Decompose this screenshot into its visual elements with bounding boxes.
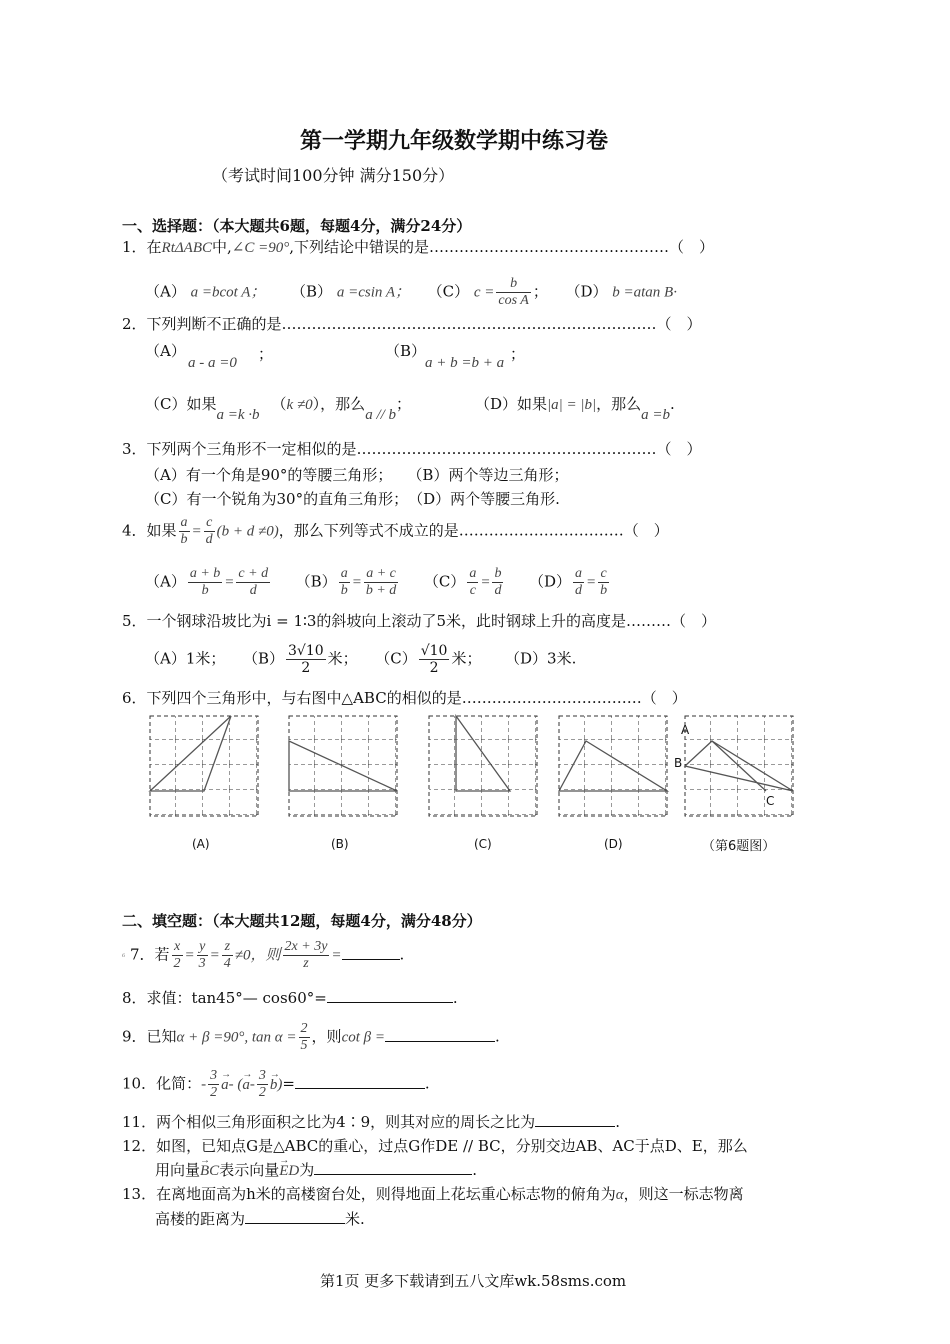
figure-d-label: (D) (604, 837, 623, 851)
q1-option-c-lhs: c = (473, 284, 495, 301)
q6-figures (148, 714, 798, 822)
q2-option-a-semi: ； (258, 345, 274, 363)
q1-number: 1．在 (122, 238, 162, 256)
q1-options: （A） a =bcot A； （B） a =csin A； （C） c = $\frac{b}{\text{cos A}}$ ； （D） b =atan B· (145, 276, 677, 308)
q2-option-b: a + b =b + a (425, 355, 505, 371)
q2-c-math1: a =k ·b (216, 407, 260, 423)
question-12-line2: 用向量→ BC表示向量→ ED为 . (155, 1160, 477, 1181)
q2-option-a-label: （A） (145, 342, 186, 360)
point-c-label: C (766, 794, 775, 808)
q4-frac-cd: $\frac{c}{d}$ (205, 515, 213, 547)
question-8: 8．求值：tan45°— cos60°= . (122, 989, 458, 1007)
figure-a-label: (A) (192, 837, 210, 851)
q1-angle: ∠C =90° (231, 240, 290, 256)
q1-option-d: b =atan B· (612, 284, 677, 301)
figure-reference-label: （第6题图） (702, 839, 776, 854)
question-9: 9．已知α + β =90°, tan α = $\frac{2}{5}$ ，则cot β = . (122, 1021, 500, 1053)
q1-option-a: a =bcot A； (190, 284, 266, 301)
figure-b-label: (B) (331, 837, 349, 851)
question-6: 6．下列四个三角形中，与右图中△ABC的相似的是………………………………（ ） (122, 689, 687, 707)
figure-b (289, 716, 397, 816)
q2-option-a: a - a =0 (188, 355, 237, 371)
question-4: 4．如果 $\frac{a}{b}$ = $\frac{c}{d}$ (b + d ≠0)，那么下列等式不成立的是……………………………（ ） (122, 515, 669, 547)
q2-option-b-semi: ； (510, 345, 526, 363)
q1-tail: ,下列结论中错误的是…………………………………………（ ） (289, 238, 715, 256)
q1-option-c-label: （C） (427, 282, 470, 301)
question-13: 13．在离地面高为h米的高楼窗台处，则得地面上花坛重心标志物的俯角为α，则这一标志物离 (122, 1185, 744, 1203)
q13-answer-blank[interactable] (245, 1209, 345, 1224)
page-footer: 第1页 更多下载请到五八文库wk.58sms.com (320, 1272, 627, 1290)
point-b-label: B (674, 756, 683, 770)
q9-answer-blank[interactable] (385, 1027, 495, 1042)
question-1 (122, 237, 714, 258)
q7-answer-blank[interactable] (342, 945, 400, 960)
section1-heading: 一、选择题：（本大题共6题，每题4分，满分24分） (122, 217, 472, 235)
q1-option-d-label: （D） (565, 282, 608, 301)
figure-a (150, 716, 258, 816)
question-11: 11．两个相似三角形面积之比为4∶9，则其对应的周长之比为 . (122, 1113, 620, 1131)
q8-answer-blank[interactable] (327, 988, 453, 1003)
q2-d-math1: |a| = |b| (547, 397, 597, 413)
q1-option-b: a =csin A； (336, 284, 411, 301)
q10-answer-blank[interactable] (295, 1074, 425, 1089)
figure-c-label: (C) (474, 837, 492, 851)
q2-option-c: （C）如果a =k ·b（k ≠0），那么a // b； (145, 395, 412, 423)
question-12: 12．如图，已知点G是△ABC的重心，过点G作DE // BC，分别交边AB、AC于点D、E，那么 (122, 1137, 748, 1155)
question-7: ⁶ 7．若 $\frac{x}{2}$ = $\frac{y}{3}$ = $\frac{z}{4}$ ≠0，则 $\frac{2x + 3y}{z}$ = . (122, 939, 405, 971)
question-13-line2: 高楼的距离为 米. (155, 1210, 365, 1228)
q1-mid: 中, (212, 238, 232, 256)
q2-option-d: （D）如果|a| = |b|，那么a =b. (475, 395, 675, 423)
q3-options-cd: （C）有一个锐角为30°的直角三角形； （D）两个等腰三角形. (145, 490, 560, 508)
q1-option-c-frac: $\frac{b}{\text{cos A}}$ (498, 276, 529, 308)
q5-options: （A）1米； （B） $\frac{3√10}{2}$ 米； （C） $\frac{√10}{2}$ 米； （D）3米. (145, 643, 577, 676)
question-2: 2．下列判断不正确的是…………………………………………………………………（ ） (122, 315, 702, 333)
q1-option-a-label: （A） (145, 282, 186, 301)
question-5: 5．一个钢球沿坡比为i = 1∶3的斜坡向上滚动了5米，此时钢球上升的高度是………（ ） (122, 612, 716, 630)
question-3: 3．下列两个三角形不一定相似的是……………………………………………………（ ） (122, 440, 702, 458)
exam-info: （考试时间100分钟 满分150分） (212, 166, 455, 185)
section2-heading: 二、填空题：（本大题共12题，每题4分，满分48分） (122, 912, 482, 930)
figure-d (559, 716, 667, 816)
q1-triangle: RtΔABC (161, 240, 213, 256)
question-10: 10．化简：- $\frac{3}{2}$ → a- (→ a- $\frac{3}{2}$ → b)= . (122, 1068, 430, 1101)
q4-frac-ab: $\frac{a}{b}$ (180, 515, 188, 547)
q4-condition: (b + d ≠0) (216, 523, 279, 540)
q4-options: （A） $\frac{a + b}{b}$ = $\frac{c + d}{d}$ （B） $\frac{a}{b}$ = $\frac{a + c}{b + d}$ （C） $\frac{a}{c}$ = $\frac{b}{d}$ （D） $\frac{a}{d}$ = $\frac{c}{b}$ (145, 566, 608, 598)
figure-c (429, 716, 537, 816)
q11-answer-blank[interactable] (535, 1112, 615, 1127)
q2-option-b-label: （B） (385, 342, 427, 360)
page-title: 第一学期九年级数学期中练习卷 (300, 128, 609, 154)
q12-answer-blank[interactable] (314, 1160, 472, 1175)
point-a-label: A (681, 723, 690, 737)
q1-option-b-label: （B） (291, 282, 333, 301)
q3-options-ab: （A）有一个角是90°的等腰三角形； （B）两个等边三角形； (145, 466, 569, 484)
figure-reference (685, 716, 793, 816)
